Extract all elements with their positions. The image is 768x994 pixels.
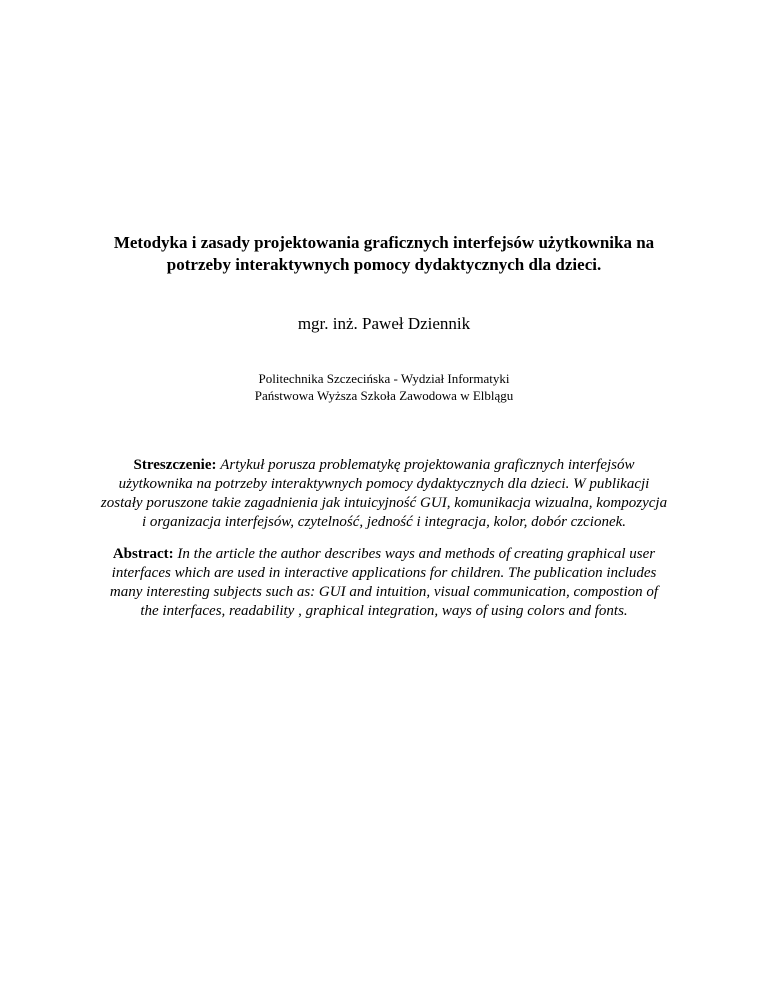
author-name: mgr. inż. Paweł Dziennik	[297, 314, 471, 333]
title-line-1: Metodyka i zasady projektowania graficznych interfejsów użytkownika na	[113, 233, 655, 252]
abstract-polish	[80, 456, 688, 532]
abstract-polish-text-4: i organizacja interfejsów, czytelność, jedność i integracja, kolor, dobór czcionek.	[141, 514, 627, 530]
abstract-english-text-4: the interfaces, readability , graphical integration, ways of using colors and fonts.	[140, 603, 628, 619]
title-line-2: potrzeby interaktywnych pomocy dydaktycznych dla dzieci.	[166, 255, 602, 274]
abstract-english-text-1: In the article the author describes ways and methods of creating graphical user	[177, 546, 656, 562]
abstract-english	[80, 545, 688, 621]
paper-title	[60, 232, 708, 276]
abstract-polish-text-3: zostały poruszone takie zagadnienia jak intuicyjność GUI, komunikacja wizualna, kompozycja	[100, 495, 668, 511]
abstract-polish-text-2: użytkownika na potrzeby interaktywnych pomocy dydaktycznych dla dzieci. W publikacji	[118, 476, 650, 492]
abstract-english-label: Abstract:	[112, 546, 174, 562]
affiliation-1: Politechnika Szczecińska - Wydział Informatyki	[258, 371, 510, 386]
abstract-polish-text-1: Artykuł porusza problematykę projektowania graficznych interfejsów	[220, 457, 635, 473]
abstract-polish-line-1	[80, 456, 688, 475]
affiliation-2: Państwowa Wyższa Szkoła Zawodowa w Elblągu	[254, 388, 514, 403]
abstract-english-text-3: many interesting subjects such as: GUI and intuition, visual communication, compostion of	[109, 584, 659, 600]
affiliations	[60, 370, 708, 404]
abstract-polish-label: Streszczenie:	[133, 457, 217, 473]
abstract-english-line-1	[80, 545, 688, 564]
abstract-english-text-2: interfaces which are used in interactive applications for children. The publication includes	[111, 565, 657, 581]
